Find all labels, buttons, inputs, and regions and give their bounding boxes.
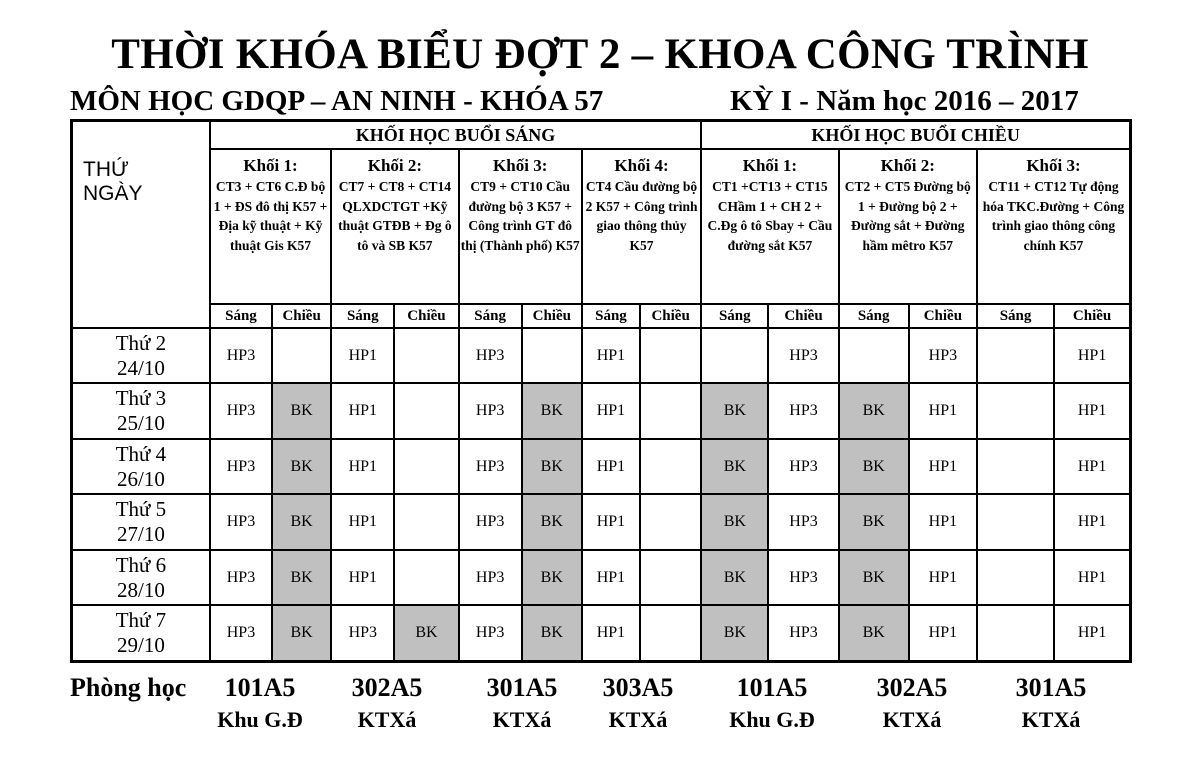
schedule-cell: HP3 (210, 328, 272, 383)
group-name: Khối 3: (1026, 156, 1081, 175)
schedule-cell (640, 605, 701, 661)
period-morning-header: Sáng (839, 304, 909, 328)
schedule-cell: HP3 (768, 605, 838, 661)
schedule-table (70, 119, 1132, 663)
schedule-cell (640, 383, 701, 438)
group-name: Khối 2: (367, 156, 423, 175)
date-label: 27/10 (117, 522, 165, 547)
schedule-cell: BK (701, 494, 768, 549)
schedule-cell (394, 383, 458, 438)
schedule-cell: BK (701, 550, 768, 605)
morning-block-header: KHỐI HỌC BUỔI SÁNG (210, 121, 701, 150)
room-location: KTXá (608, 707, 668, 732)
schedule-cell (977, 383, 1054, 438)
schedule-cell: BK (839, 605, 909, 661)
room-location: Khu G.Đ (729, 707, 815, 732)
schedule-cell: HP1 (909, 383, 977, 438)
day-cell (72, 328, 210, 383)
date-label: 25/10 (117, 411, 165, 436)
day-cell (72, 605, 210, 661)
day-cell (72, 383, 210, 438)
schedule-cell: BK (839, 439, 909, 494)
schedule-cell: HP1 (331, 383, 394, 438)
period-morning-header: Sáng (331, 304, 394, 328)
schedule-cell: BK (272, 605, 331, 661)
afternoon-block-header: KHỐI HỌC BUỔI CHIỀU (701, 121, 1130, 150)
period-afternoon-header: Chiều (1054, 304, 1130, 328)
date-label: 26/10 (117, 466, 165, 491)
schedule-cell: HP3 (459, 328, 522, 383)
table-row (72, 605, 1131, 661)
date-header-label: NGÀY (83, 182, 143, 205)
schedule-cell: HP1 (582, 605, 640, 661)
date-label: 24/10 (117, 355, 165, 380)
schedule-cell: BK (522, 439, 582, 494)
table-row (72, 328, 1131, 383)
schedule-cell (701, 328, 768, 383)
schedule-cell: HP1 (909, 494, 977, 549)
period-afternoon-header: Chiều (394, 304, 458, 328)
schedule-cell: HP3 (331, 605, 394, 661)
group-description: CT2 + CT5 Đường bộ 1 + Đường bộ 2 + Đường sắt + Đường hầm mêtro K57 (844, 179, 971, 253)
group-description: CT9 + CT10 Cầu đường bộ 3 K57 + Công trình GT đô thị (Thành phố) K57 (460, 179, 580, 253)
schedule-cell: BK (272, 550, 331, 605)
table-row (72, 439, 1131, 494)
period-morning-header: Sáng (582, 304, 640, 328)
schedule-cell: HP1 (582, 328, 640, 383)
schedule-cell: BK (272, 383, 331, 438)
day-label: Thứ 4 (115, 441, 167, 466)
period-morning-header: Sáng (977, 304, 1054, 328)
schedule-cell: HP3 (459, 550, 522, 605)
schedule-cell: BK (522, 383, 582, 438)
period-afternoon-header: Chiều (640, 304, 701, 328)
room-location: Khu G.Đ (217, 707, 303, 732)
schedule-cell: HP1 (582, 383, 640, 438)
schedule-cell: BK (272, 439, 331, 494)
schedule-cell (640, 494, 701, 549)
table-row (72, 550, 1131, 605)
schedule-cell: BK (839, 550, 909, 605)
schedule-cell: BK (394, 605, 458, 661)
group-name: Khối 1: (243, 156, 298, 175)
schedule-cell (394, 439, 458, 494)
day-label: Thứ 5 (115, 497, 167, 522)
schedule-cell (977, 439, 1054, 494)
room-item (317, 672, 457, 736)
room-code: 301A5 (1015, 673, 1087, 702)
group-header-4 (582, 149, 701, 304)
schedule-cell (977, 550, 1054, 605)
schedule-cell: HP1 (1054, 494, 1130, 549)
room-code: 101A5 (224, 673, 296, 702)
room-code: 101A5 (736, 673, 808, 702)
schedule-cell (522, 328, 582, 383)
schedule-cell: HP1 (331, 439, 394, 494)
day-label: Thứ 3 (115, 386, 167, 411)
room-item (190, 672, 330, 736)
schedule-cell: BK (522, 494, 582, 549)
period-afternoon-header: Chiều (909, 304, 977, 328)
schedule-cell (640, 328, 701, 383)
room-location: KTXá (357, 707, 417, 732)
schedule-cell (977, 328, 1054, 383)
room-location: KTXá (882, 707, 942, 732)
day-cell (72, 550, 210, 605)
group-header-row (72, 149, 1131, 304)
schedule-cell (839, 328, 909, 383)
schedule-cell (394, 494, 458, 549)
room-item (568, 672, 708, 736)
group-description: CT4 Cầu đường bộ 2 K57 + Công trình giao thông thủy K57 (585, 179, 698, 253)
schedule-cell: HP3 (210, 550, 272, 605)
period-morning-header: Sáng (701, 304, 768, 328)
schedule-cell: HP1 (1054, 328, 1130, 383)
schedule-cell: HP3 (210, 494, 272, 549)
schedule-cell: BK (522, 605, 582, 661)
schedule-cell (977, 605, 1054, 661)
schedule-cell: HP3 (210, 439, 272, 494)
group-description: CT1 +CT13 + CT15 CHầm 1 + CH 2 + C.Đg ô tô Sbay + Cầu đường sắt K57 (707, 179, 833, 253)
schedule-cell: HP1 (582, 550, 640, 605)
schedule-cell: HP1 (1054, 550, 1130, 605)
schedule-cell: BK (701, 439, 768, 494)
period-morning-header: Sáng (210, 304, 272, 328)
academic-term: KỲ I - Năm học 2016 – 2017 (730, 85, 1079, 117)
date-label: 28/10 (117, 577, 165, 602)
schedule-cell: HP1 (331, 328, 394, 383)
group-name: Khối 2: (880, 156, 935, 175)
period-afternoon-header: Chiều (768, 304, 838, 328)
schedule-cell: BK (839, 494, 909, 549)
schedule-cell (394, 328, 458, 383)
period-header-row (72, 304, 1131, 328)
group-description: CT7 + CT8 + CT14 QLXDCTGT +Kỹ thuật GTĐB + Đg ô tô và SB K57 (338, 179, 452, 253)
room-item (842, 672, 982, 736)
day-label: Thứ 2 (115, 330, 167, 355)
page-title: THỜI KHÓA BIỂU ĐỢT 2 – KHOA CÔNG TRÌNH (111, 31, 1089, 78)
schedule-cell: HP3 (768, 328, 838, 383)
group-header-5 (701, 149, 838, 304)
schedule-cell: HP1 (582, 494, 640, 549)
period-afternoon-header: Chiều (272, 304, 331, 328)
group-name: Khối 3: (493, 156, 548, 175)
schedule-cell: HP3 (768, 439, 838, 494)
table-row (72, 383, 1131, 438)
schedule-cell (394, 550, 458, 605)
schedule-cell: HP3 (210, 383, 272, 438)
schedule-cell: HP3 (768, 550, 838, 605)
day-label: Thứ 6 (115, 552, 167, 577)
group-description: CT11 + CT12 Tự động hóa TKC.Đường + Công trình giao thông công chính K57 (982, 179, 1125, 253)
room-location: KTXá (1021, 707, 1081, 732)
group-description: CT3 + CT6 C.Đ bộ 1 + ĐS đô thị K57 + Địa kỹ thuật + Kỹ thuật Gis K57 (213, 179, 328, 253)
room-code: 301A5 (486, 673, 558, 702)
block-header-row (72, 121, 1131, 150)
schedule-cell: HP3 (768, 494, 838, 549)
schedule-cell: HP1 (331, 494, 394, 549)
schedule-cell (640, 550, 701, 605)
schedule-cell: HP3 (459, 494, 522, 549)
schedule-cell: HP3 (459, 383, 522, 438)
room-item (702, 672, 842, 736)
schedule-cell (640, 439, 701, 494)
room-label: Phòng học (70, 673, 187, 702)
schedule-cell: HP1 (909, 605, 977, 661)
day-cell (72, 439, 210, 494)
day-label: Thứ 7 (115, 608, 167, 633)
schedule-cell: BK (839, 383, 909, 438)
schedule-cell: HP1 (909, 550, 977, 605)
group-header-3 (459, 149, 582, 304)
group-header-2 (331, 149, 458, 304)
schedule-cell: HP3 (909, 328, 977, 383)
course-name: MÔN HỌC GDQP – AN NINH - KHÓA 57 (70, 85, 604, 117)
schedule-cell: BK (701, 605, 768, 661)
schedule-cell: HP1 (1054, 439, 1130, 494)
schedule-cell: HP3 (210, 605, 272, 661)
schedule-cell: HP1 (1054, 383, 1130, 438)
group-header-7 (977, 149, 1131, 304)
group-name: Khối 4: (614, 156, 669, 175)
schedule-cell (977, 494, 1054, 549)
group-header-1 (210, 149, 331, 304)
room-footer (70, 672, 1200, 752)
page-subtitle (70, 84, 1200, 118)
schedule-cell: HP1 (909, 439, 977, 494)
room-location: KTXá (492, 707, 552, 732)
day-header-label: THỨ (83, 158, 129, 181)
period-morning-header: Sáng (459, 304, 522, 328)
schedule-cell: BK (701, 383, 768, 438)
group-name: Khối 1: (742, 156, 798, 175)
schedule-cell: HP1 (331, 550, 394, 605)
schedule-cell: BK (272, 494, 331, 549)
date-label: 29/10 (117, 633, 165, 658)
room-item (981, 672, 1121, 736)
schedule-cell: BK (522, 550, 582, 605)
day-cell (72, 494, 210, 549)
room-code: 302A5 (351, 673, 423, 702)
day-date-header (72, 121, 210, 329)
schedule-cell: HP1 (1054, 605, 1130, 661)
table-row (72, 494, 1131, 549)
schedule-cell: HP3 (459, 439, 522, 494)
schedule-cell: HP1 (582, 439, 640, 494)
room-code: 302A5 (876, 673, 948, 702)
schedule-cell: HP3 (768, 383, 838, 438)
group-header-6 (839, 149, 977, 304)
schedule-cell: HP3 (459, 605, 522, 661)
schedule-cell (272, 328, 331, 383)
room-code: 303A5 (602, 673, 674, 702)
period-afternoon-header: Chiều (522, 304, 582, 328)
